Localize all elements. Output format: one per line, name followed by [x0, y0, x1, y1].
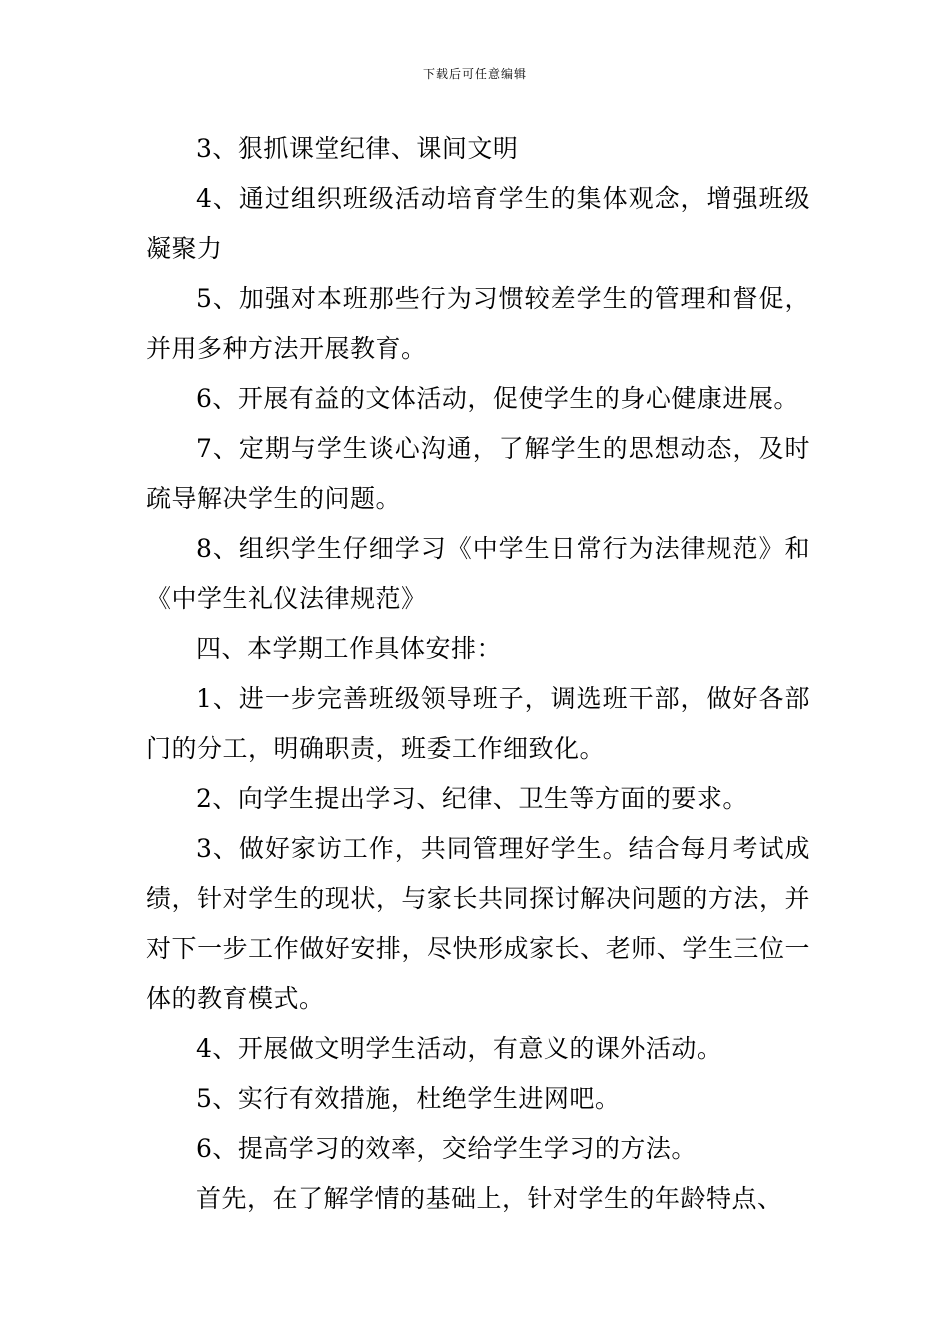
- paragraph-plan-1: 1、进一步完善班级领导班子，调选班干部，做好各部门的分工，明确职责，班委工作细致化。: [146, 684, 810, 763]
- paragraph-plan-5: 5、实行有效措施，杜绝学生进网吧。: [196, 1084, 621, 1113]
- paragraph-item-4-class-activities: 4、通过组织班级活动培育学生的集体观念，增强班级凝聚力: [146, 184, 810, 263]
- document-body: [146, 124, 810, 1224]
- paragraph-item-3-discipline: 3、狠抓课堂纪律、课间文明: [196, 134, 519, 163]
- paragraph-first: 首先，在了解学情的基础上，针对学生的年龄特点、: [196, 1184, 783, 1213]
- paragraph-item-7-communication: 7、定期与学生谈心沟通，了解学生的思想动态，及时疏导解决学生的问题。: [146, 434, 810, 513]
- paragraph-item-8-regulations: 8、组织学生仔细学习《中学生日常行为法律规范》和《中学生礼仪法律规范》: [146, 534, 810, 613]
- paragraph-plan-4: 4、开展做文明学生活动，有意义的课外活动。: [196, 1034, 723, 1063]
- page-header: 下载后可任意编辑: [422, 67, 527, 81]
- paragraph-plan-6: 6、提高学习的效率，交给学生学习的方法。: [196, 1134, 697, 1163]
- paragraph-plan-2: 2、向学生提出学习、纪律、卫生等方面的要求。: [196, 784, 748, 813]
- section-heading-four: 四、本学期工作具体安排：: [196, 634, 503, 663]
- paragraph-plan-3: 3、做好家访工作，共同管理好学生。结合每月考试成绩，针对学生的现状，与家长共同探讨解决问题的方法，并对下一步工作做好安排，尽快形成家长、老师、学生三位一体的教育模式。: [146, 834, 810, 1013]
- paragraph-item-5-habits: 5、加强对本班那些行为习惯较差学生的管理和督促，并用多种方法开展教育。: [146, 284, 810, 363]
- paragraph-item-6-sports: 6、开展有益的文体活动，促使学生的身心健康进展。: [196, 384, 799, 413]
